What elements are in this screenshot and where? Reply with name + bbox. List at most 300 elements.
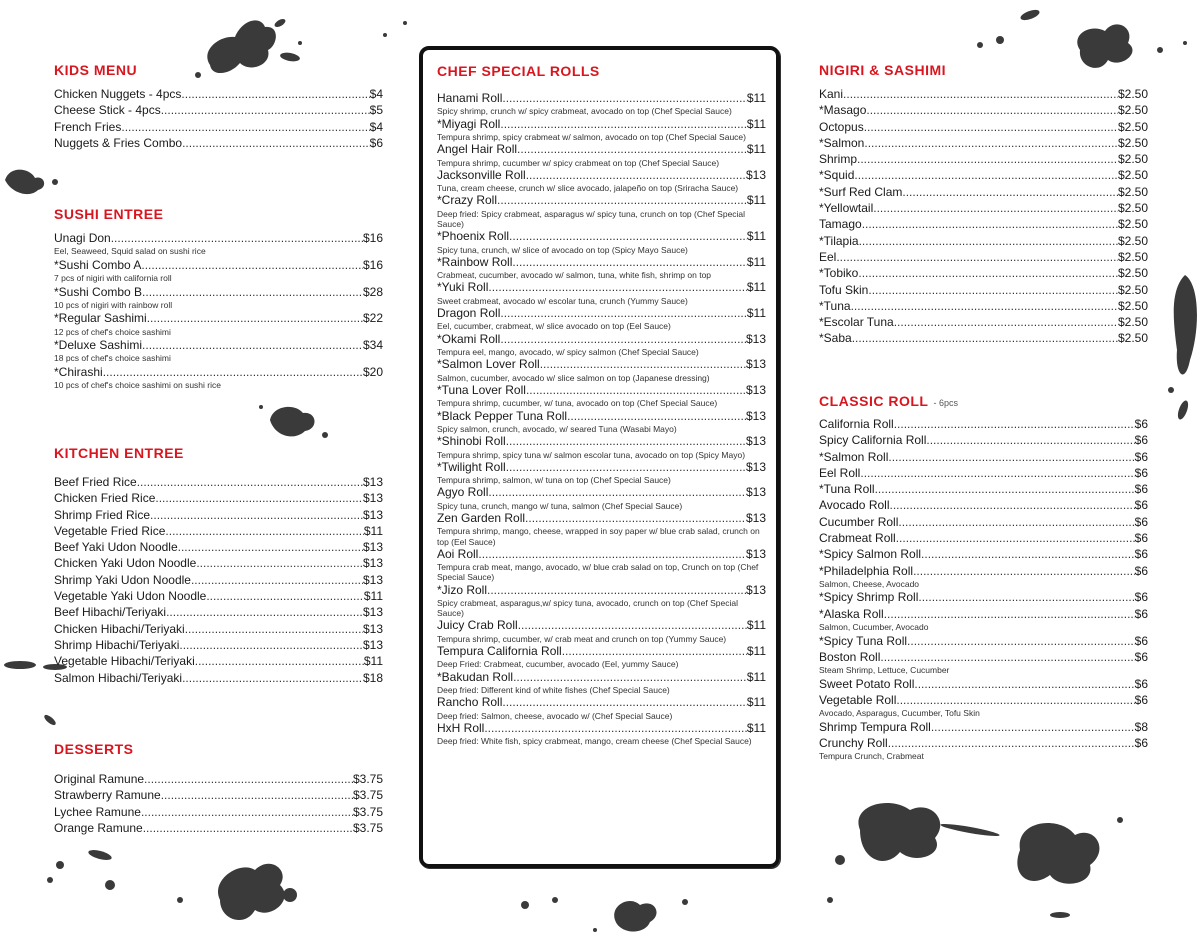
- menu-item: [54, 337, 383, 364]
- menu-item-name: Avocado Roll: [819, 498, 890, 513]
- dot-leader: [497, 193, 747, 208]
- menu-item-line: [54, 555, 383, 571]
- kids-menu-title: KIDS MENU: [54, 62, 138, 78]
- menu-item-line: [54, 670, 383, 686]
- menu-item-price: $2.50: [1117, 217, 1148, 232]
- menu-item-name: Juicy Crab Roll: [437, 618, 518, 633]
- menu-item-line: [819, 589, 1148, 605]
- menu-item-name: Eel: [819, 249, 837, 264]
- menu-item-name: Dragon Roll: [437, 306, 501, 321]
- sushi-entree-title: SUSHI ENTREE: [54, 206, 164, 222]
- menu-item-line: [819, 86, 1148, 102]
- menu-item-price: $13: [745, 510, 766, 525]
- dot-leader: [860, 465, 1134, 481]
- menu-item-line: [437, 511, 766, 526]
- menu-item-price: $13: [745, 546, 766, 561]
- dot-leader: [880, 649, 1134, 665]
- classic-roll-list: [819, 416, 1148, 762]
- menu-item-price: $6: [1134, 676, 1148, 691]
- menu-item-name: *Black Pepper Tuna Roll: [437, 408, 568, 423]
- menu-item-description: Salmon, Cheese, Avocado: [819, 578, 920, 589]
- menu-item-price: $13: [362, 556, 383, 571]
- dot-leader: [181, 86, 369, 102]
- menu-item: [819, 416, 1148, 432]
- menu-item: [437, 434, 766, 460]
- menu-item-line: [819, 514, 1148, 530]
- menu-item-name: *Tuna: [819, 298, 851, 313]
- dot-leader: [191, 572, 363, 588]
- menu-item-name: *Jizo Roll: [437, 582, 488, 597]
- menu-item-price: $6: [369, 135, 383, 150]
- menu-item-price: $11: [746, 91, 766, 105]
- menu-item-name: Tofu Skin: [819, 282, 869, 297]
- menu-item-name: *Chirashi: [54, 364, 103, 379]
- dot-leader: [144, 771, 353, 787]
- menu-item-line: [54, 86, 383, 102]
- menu-item: [819, 151, 1148, 167]
- menu-item-line: [819, 265, 1148, 281]
- menu-item: [819, 481, 1148, 497]
- menu-item-name: Sweet Potato Roll: [819, 676, 915, 691]
- dot-leader: [484, 721, 747, 736]
- menu-item-line: [819, 606, 1148, 622]
- menu-item-price: $6: [1134, 531, 1148, 546]
- menu-item-line: [819, 481, 1148, 497]
- dot-leader: [864, 119, 1118, 135]
- menu-item-line: [819, 530, 1148, 546]
- menu-item: [54, 257, 383, 284]
- menu-item-name: *Tuna Roll: [819, 482, 875, 497]
- dot-leader: [926, 432, 1134, 448]
- dot-leader: [165, 523, 363, 539]
- chef-special-title: CHEF SPECIAL ROLLS: [437, 63, 600, 79]
- menu-item-name: Beef Hibachi/Teriyaki: [54, 605, 167, 620]
- menu-item-description: 7 pcs of nigiri with california roll: [54, 273, 172, 284]
- menu-item-description: Tempura shrimp, cucumber w/ spicy crabmeat on top (Chef Special Sauce): [437, 157, 720, 168]
- dot-leader: [141, 804, 353, 820]
- menu-item-price: $13: [362, 572, 383, 587]
- menu-item-name: Agyo Roll: [437, 485, 489, 500]
- menu-item-name: Shrimp Yaki Udon Noodle: [54, 572, 191, 587]
- menu-item: [54, 474, 383, 490]
- menu-item-line: [819, 135, 1148, 151]
- menu-item: [437, 409, 766, 435]
- menu-item-line: [437, 695, 766, 710]
- dot-leader: [854, 167, 1118, 183]
- dot-leader: [525, 511, 746, 526]
- dot-leader: [506, 434, 746, 449]
- menu-item: [819, 692, 1148, 719]
- menu-item-name: *Sushi Combo B: [54, 284, 143, 299]
- menu-item-name: *Okami Roll: [437, 331, 501, 346]
- menu-item: [437, 721, 766, 747]
- menu-item-price: $3.75: [352, 788, 383, 803]
- menu-item-price: $13: [745, 582, 766, 597]
- menu-item-name: *Tuna Lover Roll: [437, 382, 526, 397]
- menu-item: [819, 249, 1148, 265]
- menu-item: [437, 383, 766, 409]
- menu-item-price: $2.50: [1117, 168, 1148, 183]
- menu-item-name: Original Ramune: [54, 772, 145, 786]
- menu-item: [54, 539, 383, 555]
- menu-item: [437, 193, 766, 229]
- menu-item-name: Vegetable Fried Rice: [54, 523, 166, 538]
- chef-special-list: [437, 91, 766, 746]
- dot-leader: [562, 644, 747, 659]
- menu-item: [437, 618, 766, 644]
- menu-item-line: [54, 820, 383, 836]
- menu-item-description: Spicy shrimp, crunch w/ spicy crabmeat, avocado on top (Chef Special Sauce): [437, 106, 732, 117]
- menu-item-description: Salmon, cucumber, avocado w/ slice salmon on top (Japanese dressing): [437, 372, 710, 383]
- nigiri-sashimi-title: NIGIRI & SASHIMI: [819, 62, 947, 78]
- menu-item-line: [437, 670, 766, 685]
- menu-item-name: Cheese Stick - 4pcs: [54, 103, 161, 118]
- menu-item-name: Angel Hair Roll: [437, 142, 518, 157]
- menu-item: [819, 184, 1148, 200]
- dot-leader: [875, 481, 1135, 497]
- menu-item-line: [819, 167, 1148, 183]
- menu-item-name: *Yellowtail: [819, 201, 874, 216]
- menu-item: [54, 820, 383, 836]
- menu-item: [819, 735, 1148, 762]
- menu-item-line: [437, 168, 766, 183]
- menu-item-line: [819, 676, 1148, 692]
- menu-item-line: [437, 357, 766, 372]
- menu-item-description: Spicy crabmeat, asparagus,w/ spicy tuna, avocado, crunch on top (Chef Special Sauce): [437, 597, 738, 619]
- menu-item-price: $11: [363, 654, 383, 669]
- menu-item-line: [54, 474, 383, 490]
- dot-leader: [868, 282, 1118, 298]
- ink-splatter-decoration: [960, 5, 1200, 90]
- dot-leader: [864, 135, 1118, 151]
- menu-item-price: $2.50: [1117, 201, 1148, 216]
- menu-item-line: [437, 409, 766, 424]
- menu-item: [54, 310, 383, 337]
- kitchen-entree-title: KITCHEN ENTREE: [54, 445, 184, 461]
- ink-splatter-decoration: [515, 880, 705, 940]
- dot-leader: [141, 257, 363, 273]
- dot-leader: [526, 168, 746, 183]
- menu-item-price: $11: [746, 306, 766, 321]
- menu-item-description: Tempura Crunch, Crabmeat: [819, 751, 924, 762]
- menu-item-price: $11: [746, 229, 766, 244]
- dot-leader: [103, 364, 363, 380]
- menu-item: [437, 332, 766, 358]
- menu-item-line: [819, 314, 1148, 330]
- menu-item-line: [819, 151, 1148, 167]
- menu-item: [437, 229, 766, 255]
- menu-item-line: [437, 460, 766, 475]
- menu-item-price: $2.50: [1117, 103, 1148, 118]
- menu-item-name: Beef Yaki Udon Noodle: [54, 540, 178, 555]
- menu-item-line: [819, 735, 1148, 751]
- menu-item: [819, 563, 1148, 590]
- menu-item: [819, 200, 1148, 216]
- menu-item-price: $13: [745, 357, 766, 372]
- menu-item-name: *Sushi Combo A: [54, 257, 142, 272]
- menu-item-line: [437, 117, 766, 132]
- menu-item-price: $2.50: [1117, 282, 1148, 297]
- menu-item-name: *Escolar Tuna: [819, 315, 894, 330]
- menu-item-description: 10 pcs of nigiri with rainbow roll: [54, 299, 173, 310]
- menu-item-name: Tempura California Roll: [437, 644, 562, 658]
- dot-leader: [509, 229, 747, 244]
- menu-item-name: California Roll: [819, 417, 894, 431]
- menu-item-name: Vegetable Roll: [819, 692, 897, 707]
- menu-item-name: *Miyagi Roll: [437, 116, 501, 131]
- dot-leader: [166, 604, 363, 620]
- menu-item: [819, 119, 1148, 135]
- menu-item: [54, 230, 383, 257]
- menu-item: [437, 280, 766, 306]
- menu-item-name: HxH Roll: [437, 720, 485, 735]
- menu-item: [54, 804, 383, 820]
- menu-item: [54, 490, 383, 506]
- menu-item-price: $6: [1134, 633, 1148, 648]
- menu-item-line: [437, 383, 766, 398]
- menu-item-description: Spicy salmon, crunch, avocado, w/ seared Tuna (Wasabi Mayo): [437, 423, 677, 434]
- menu-item-description: Tempura shrimp, cucumber, w/ crab meat and crunch on top (Yummy Sauce): [437, 633, 727, 644]
- menu-item-name: *Rainbow Roll: [437, 254, 513, 269]
- menu-item-name: Chicken Yaki Udon Noodle: [54, 556, 197, 571]
- dot-leader: [155, 490, 363, 506]
- menu-item-name: Vegetable Yaki Udon Noodle: [54, 589, 207, 604]
- menu-item-description: Crabmeat, cucumber, avocado w/ salmon, tuna, white fish, shrimp on top: [437, 270, 712, 281]
- menu-item-price: $13: [362, 475, 383, 489]
- menu-item: [54, 102, 383, 118]
- menu-item-name: Shrimp Hibachi/Teriyaki: [54, 637, 180, 652]
- menu-item-price: $11: [363, 523, 383, 538]
- menu-item-line: [437, 255, 766, 270]
- menu-item-line: [819, 298, 1148, 314]
- menu-item-description: Eel, Seaweed, Squid salad on sushi rice: [54, 246, 206, 257]
- menu-item: [54, 604, 383, 620]
- menu-item: [437, 306, 766, 332]
- dot-leader: [567, 409, 746, 424]
- menu-item-name: *Bakudan Roll: [437, 669, 514, 684]
- menu-item-line: [54, 588, 383, 604]
- menu-item-price: $11: [746, 280, 766, 295]
- dot-leader: [502, 91, 747, 106]
- dot-leader: [857, 151, 1118, 167]
- dot-leader: [506, 460, 746, 475]
- menu-item-name: Shrimp Fried Rice: [54, 507, 151, 522]
- menu-item-price: $13: [362, 540, 383, 555]
- dot-leader: [526, 383, 746, 398]
- menu-item-line: [819, 119, 1148, 135]
- menu-item-description: Avocado, Asparagus, Cucumber, Tofu Skin: [819, 708, 980, 719]
- menu-item: [437, 511, 766, 547]
- menu-item-price: $13: [362, 491, 383, 506]
- dot-leader: [478, 547, 746, 562]
- menu-item-description: Steam Shrimp, Lettuce, Cucumber: [819, 665, 950, 676]
- menu-item-price: $11: [746, 254, 766, 269]
- menu-item-line: [437, 229, 766, 244]
- menu-item: [437, 644, 766, 670]
- menu-item-line: [437, 485, 766, 500]
- menu-item-name: Spicy California Roll: [819, 433, 927, 448]
- menu-item-price: $2.50: [1117, 87, 1148, 101]
- menu-item: [54, 86, 383, 102]
- menu-item: [437, 91, 766, 117]
- menu-item-line: [54, 771, 383, 787]
- ink-splatter-decoration: [255, 395, 335, 445]
- dot-leader: [142, 337, 363, 353]
- menu-item-price: $2.50: [1117, 119, 1148, 134]
- menu-item: [54, 787, 383, 803]
- menu-item: [819, 465, 1148, 481]
- menu-item-name: *Phoenix Roll: [437, 229, 510, 244]
- menu-item-name: Beef Fried Rice: [54, 475, 137, 489]
- menu-item-line: [819, 200, 1148, 216]
- dot-leader: [884, 606, 1135, 622]
- menu-item: [54, 119, 383, 135]
- menu-item-name: *Spicy Salmon Roll: [819, 547, 922, 562]
- menu-item: [437, 547, 766, 583]
- menu-item-line: [437, 434, 766, 449]
- desserts-title: DESSERTS: [54, 741, 134, 757]
- menu-item-price: $6: [1134, 736, 1148, 751]
- menu-item-description: Spicy tuna, crunch, w/ slice of avocado on top (Spicy Mayo Sauce): [437, 244, 688, 255]
- menu-item-name: *Crazy Roll: [437, 193, 498, 208]
- menu-item: [54, 637, 383, 653]
- menu-item-price: $16: [362, 257, 383, 272]
- menu-item: [819, 719, 1148, 735]
- menu-item: [819, 449, 1148, 465]
- menu-item: [54, 771, 383, 787]
- menu-item-line: [54, 572, 383, 588]
- menu-item-price: $8: [1134, 719, 1148, 734]
- menu-item-price: $11: [746, 720, 766, 735]
- menu-item: [819, 216, 1148, 232]
- menu-item-line: [819, 102, 1148, 118]
- dot-leader: [182, 135, 370, 151]
- menu-item: [819, 633, 1148, 649]
- menu-item-price: $13: [745, 408, 766, 423]
- menu-item-price: $3.75: [352, 772, 383, 786]
- menu-item: [819, 86, 1148, 102]
- menu-item-line: [819, 719, 1148, 735]
- dot-leader: [488, 485, 746, 500]
- menu-item-name: *Saba: [819, 331, 852, 346]
- menu-item-description: Eel, cucumber, crabmeat, w/ slice avocado on top (Eel Sauce): [437, 321, 671, 332]
- menu-item-price: $13: [745, 331, 766, 346]
- menu-item: [819, 314, 1148, 330]
- dot-leader: [540, 357, 746, 372]
- menu-item-description: 18 pcs of chef's choice sashimi: [54, 353, 171, 364]
- dot-leader: [862, 216, 1118, 232]
- menu-item-name: Kani: [819, 87, 844, 101]
- menu-item-price: $13: [362, 621, 383, 636]
- menu-item-price: $6: [1134, 514, 1148, 529]
- menu-item-line: [819, 563, 1148, 579]
- menu-item-description: Tempura shrimp, spicy tuna w/ salmon escolar tuna, avocado on top (Spicy Mayo): [437, 449, 746, 460]
- menu-item-name: Lychee Ramune: [54, 804, 141, 819]
- dot-leader: [858, 265, 1118, 281]
- dot-leader: [182, 670, 363, 686]
- menu-item-line: [437, 644, 766, 659]
- dot-leader: [873, 200, 1118, 216]
- menu-item: [819, 330, 1148, 346]
- menu-item-price: $13: [362, 637, 383, 652]
- menu-item-price: $2.50: [1117, 233, 1148, 248]
- menu-item-line: [437, 583, 766, 598]
- menu-item: [54, 621, 383, 637]
- menu-item-line: [819, 216, 1148, 232]
- menu-item: [437, 485, 766, 511]
- dot-leader: [907, 633, 1135, 649]
- menu-item-name: Crunchy Roll: [819, 736, 888, 751]
- menu-item: [819, 546, 1148, 562]
- menu-item-name: Boston Roll: [819, 649, 881, 664]
- dot-leader: [888, 735, 1135, 751]
- menu-item-name: Vegetable Hibachi/Teriyaki: [54, 654, 195, 669]
- menu-item-name: *Surf Red Clam: [819, 184, 903, 199]
- menu-item-name: Salmon Hibachi/Teriyaki: [54, 670, 183, 685]
- menu-item: [819, 135, 1148, 151]
- dot-leader: [914, 676, 1134, 692]
- menu-item-line: [54, 102, 383, 118]
- menu-item-price: $2.50: [1117, 135, 1148, 150]
- menu-item-line: [437, 618, 766, 633]
- menu-item: [819, 265, 1148, 281]
- dot-leader: [512, 255, 746, 270]
- dot-leader: [500, 332, 746, 347]
- menu-item-name: Chicken Fried Rice: [54, 491, 156, 506]
- menu-item-line: [437, 142, 766, 157]
- dot-leader: [918, 589, 1134, 605]
- dot-leader: [185, 621, 363, 637]
- menu-item-line: [54, 135, 383, 151]
- menu-item-name: *Twilight Roll: [437, 459, 506, 474]
- menu-item-price: $11: [746, 644, 766, 658]
- dot-leader: [142, 284, 363, 300]
- menu-item-price: $6: [1134, 449, 1148, 464]
- menu-item-price: $2.50: [1117, 315, 1148, 330]
- dot-leader: [150, 507, 363, 523]
- ink-splatter-decoration: [820, 790, 1180, 930]
- menu-item: [54, 670, 383, 686]
- menu-item-line: [819, 649, 1148, 665]
- menu-item-line: [54, 284, 383, 300]
- dot-leader: [890, 497, 1135, 513]
- menu-item-price: $11: [746, 618, 766, 633]
- dot-leader: [500, 117, 747, 132]
- menu-item-price: $2.50: [1117, 331, 1148, 346]
- menu-item-line: [54, 490, 383, 506]
- dot-leader: [513, 670, 747, 685]
- dot-leader: [843, 86, 1118, 102]
- menu-item-description: Deep fried: Spicy crabmeat, asparagus w/ spicy tuna, crunch on top (Chef Special Sauce): [437, 208, 746, 230]
- dot-leader: [137, 474, 363, 490]
- menu-item: [54, 588, 383, 604]
- menu-item-price: $13: [745, 434, 766, 449]
- menu-item-price: $6: [1134, 465, 1148, 480]
- menu-item-price: $4: [369, 87, 383, 101]
- menu-item: [437, 460, 766, 486]
- menu-item-price: $6: [1134, 498, 1148, 513]
- menu-item-name: Octopus: [819, 119, 864, 134]
- menu-item-line: [54, 539, 383, 555]
- menu-item-price: $6: [1134, 563, 1148, 578]
- menu-item-name: *Masago: [819, 103, 867, 118]
- menu-item-line: [437, 306, 766, 321]
- menu-item-line: [54, 604, 383, 620]
- menu-item-price: $4: [369, 119, 383, 134]
- menu-item-description: Sweet crabmeat, avocado w/ escolar tuna, crunch (Yummy Sauce): [437, 295, 688, 306]
- dot-leader: [518, 618, 747, 633]
- ink-splatter-decoration: [180, 5, 420, 85]
